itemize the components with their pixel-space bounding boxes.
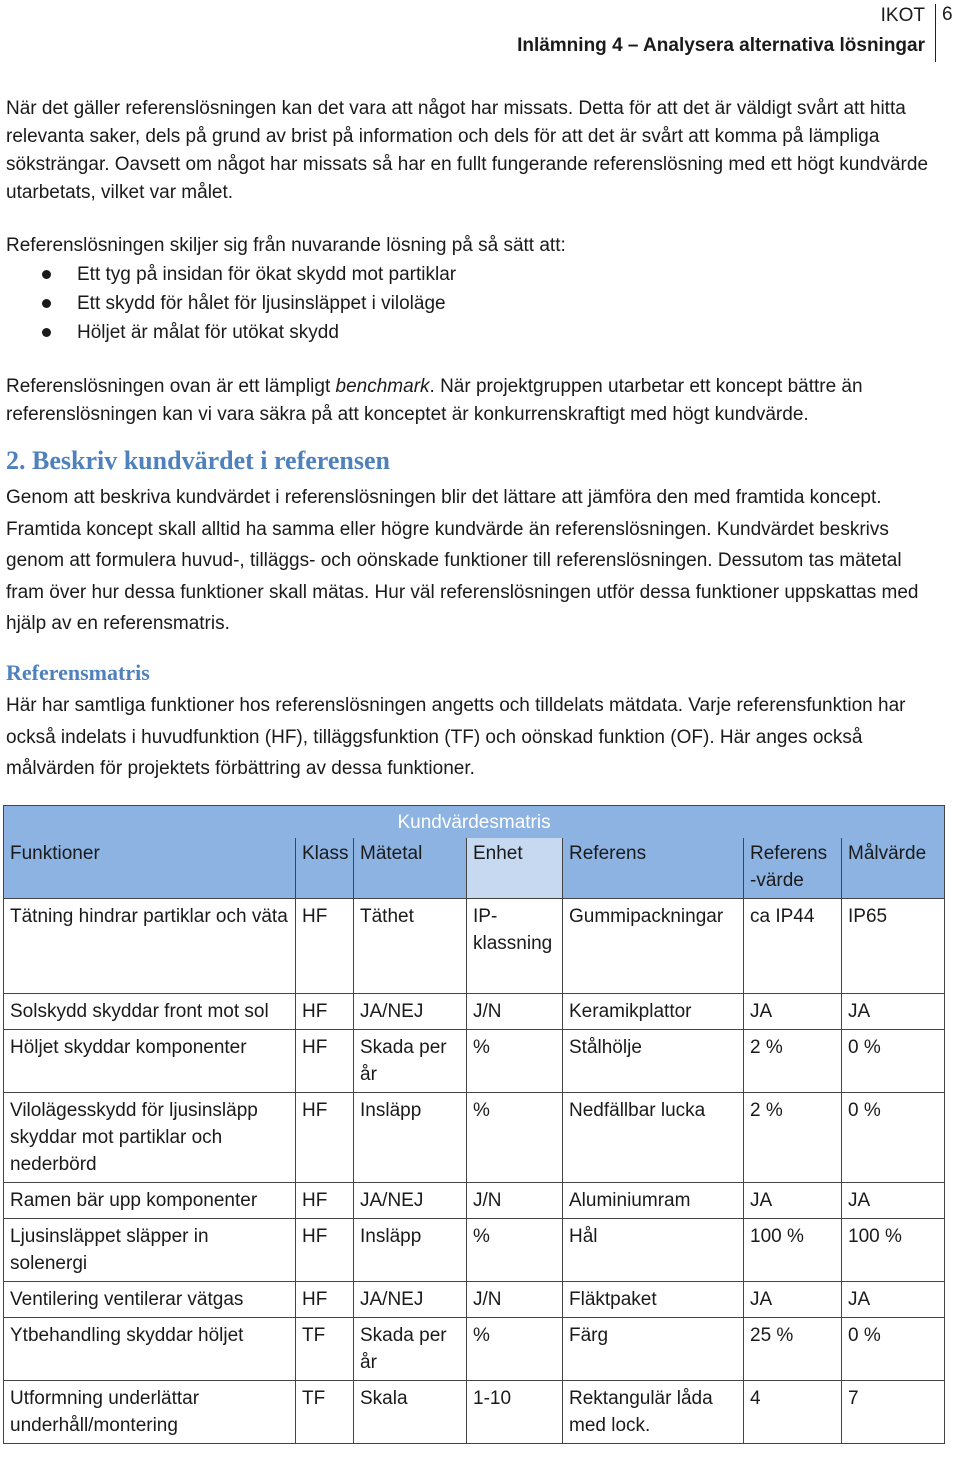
table-cell: ca IP44 (744, 899, 842, 994)
column-header: Målvärde (842, 838, 945, 899)
list-item (0, 289, 935, 318)
table-cell: Ljusinsläppet släpper in solenergi (4, 1219, 296, 1282)
table-cell: 2 % (744, 1093, 842, 1183)
table-cell: JA (842, 1183, 945, 1219)
table-cell: Ventilering ventilerar vätgas (4, 1282, 296, 1318)
table-cell: IP-klassning (467, 899, 563, 994)
column-header: Funktioner (4, 838, 296, 899)
list-item (0, 318, 935, 347)
bullet-icon (42, 299, 51, 308)
table-cell: Fläktpaket (563, 1282, 744, 1318)
paragraph3-text-start: Referenslösningen ovan är ett lämpligt (6, 376, 336, 397)
column-header: Referens (563, 838, 744, 899)
column-header: Klass (296, 838, 354, 899)
table-cell: HF (296, 1183, 354, 1219)
table-cell: 0 % (842, 1030, 945, 1093)
list-item-text: Ett skydd för hålet för ljusinsläppet i viloläge (77, 293, 446, 314)
matrix-title-row (4, 806, 945, 839)
customer-value-matrix (3, 805, 945, 1444)
table-cell: % (467, 1318, 563, 1381)
table-cell: Aluminiumram (563, 1183, 744, 1219)
table-cell: Nedfällbar lucka (563, 1093, 744, 1183)
table-cell: Skada per år (354, 1030, 467, 1093)
table-cell: J/N (467, 1183, 563, 1219)
table-cell: 0 % (842, 1318, 945, 1381)
column-header: Enhet (467, 838, 563, 899)
table-cell: Solskydd skyddar front mot sol (4, 994, 296, 1030)
header-divider (935, 4, 936, 62)
header-title: Inlämning 4 – Analysera alternativa lösningar (517, 35, 925, 56)
section-heading: 2. Beskriv kundvärdet i referensen (6, 446, 390, 475)
table-cell: JA (744, 994, 842, 1030)
table-cell: Keramikplattor (563, 994, 744, 1030)
table-cell: % (467, 1093, 563, 1183)
page-header (0, 0, 960, 66)
table-cell: HF (296, 1219, 354, 1282)
bullet-icon (42, 270, 51, 279)
table-cell: Färg (563, 1318, 744, 1381)
table-row (4, 994, 945, 1030)
table-row (4, 1282, 945, 1318)
table-cell: HF (296, 1093, 354, 1183)
table-cell: Vilolägesskydd för ljusinsläpp skyddar mot partiklar och nederbörd (4, 1093, 296, 1183)
table-cell: Insläpp (354, 1219, 467, 1282)
table-cell: Stålhölje (563, 1030, 744, 1093)
matrix-title: Kundvärdesmatris (4, 806, 945, 839)
table-cell: HF (296, 994, 354, 1030)
paragraph3-text-end: . När projektgruppen utarbetar ett koncept bättre än referenslösningen kan vi vara säkra på att konceptet är konkurrenskraftigt med högt kundvärde. (6, 376, 863, 425)
header-course: IKOT (880, 5, 925, 26)
table-row (4, 1183, 945, 1219)
table-cell: 4 (744, 1381, 842, 1444)
table-cell: Tätning hindrar partiklar och väta (4, 899, 296, 994)
column-header: Mätetal (354, 838, 467, 899)
table-cell: Insläpp (354, 1093, 467, 1183)
section-paragraph: Genom att beskriva kundvärdet i referenslösningen blir det lättare att jämföra den med framtida koncept. Framtida koncept skall alltid ha samma eller högre kundvärde än referenslösningen. Kundvärdet beskrivs genom att formulera huvud-, tilläggs- och oönskade funktioner till referenslösningen. Dessutom tas mätetal fram över hur dessa funktioner skall mätas. Hur väl referenslösningen utför dessa funktioner uppskattas med hjälp av en referensmatris. (6, 487, 919, 634)
intro-paragraph-2: Referenslösningen skiljer sig från nuvarande lösning på så sätt att: (6, 235, 566, 256)
table-cell: HF (296, 1030, 354, 1093)
table-row (4, 1318, 945, 1381)
table-cell: Hål (563, 1219, 744, 1282)
subsection-paragraph: Här har samtliga funktioner hos referenslösningen angetts och tilldelats mätdata. Varje referensfunktion har också indelats i huvudfunktion (HF), tilläggsfunktion (TF) och oönskad funktion (OF). Här anges också målvärden för projektets förbättring av dessa funktioner. (6, 695, 906, 779)
column-header: Referens -värde (744, 838, 842, 899)
table-row (4, 899, 945, 994)
table-row (4, 1219, 945, 1282)
table-cell: JA (744, 1183, 842, 1219)
list-item-text: Höljet är målat för utökat skydd (77, 322, 339, 343)
table-cell: 0 % (842, 1093, 945, 1183)
table-cell: Gummipackningar (563, 899, 744, 994)
table-cell: Rektangulär låda med lock. (563, 1381, 744, 1444)
table-cell: JA (842, 994, 945, 1030)
table-cell: Ramen bär upp komponenter (4, 1183, 296, 1219)
table-cell: HF (296, 1282, 354, 1318)
table-cell: Höljet skyddar komponenter (4, 1030, 296, 1093)
intro-paragraph-1: När det gäller referenslösningen kan det vara att något har missats. Detta för att det är väldigt svårt att hitta relevanta saker, dels på grund av brist på information och dels för att det är svårt att komma på lämpliga söksträngar. Oavsett om något har missats så har en fullt fungerande referenslösning med ett högt kundvärde utarbetats, vilket var målet. (6, 98, 929, 203)
table-cell: % (467, 1030, 563, 1093)
table-row (4, 1030, 945, 1093)
table-cell: 100 % (842, 1219, 945, 1282)
table-cell: JA/NEJ (354, 994, 467, 1030)
table-cell: JA (842, 1282, 945, 1318)
difference-list (0, 260, 935, 347)
table-cell: 2 % (744, 1030, 842, 1093)
table-cell: Skala (354, 1381, 467, 1444)
table-cell: TF (296, 1381, 354, 1444)
list-item (0, 260, 935, 289)
table-cell: Skada per år (354, 1318, 467, 1381)
table-cell: TF (296, 1318, 354, 1381)
table-cell: 25 % (744, 1318, 842, 1381)
table-cell: Utformning underlättar underhåll/montering (4, 1381, 296, 1444)
table-cell: HF (296, 899, 354, 994)
table-cell: J/N (467, 994, 563, 1030)
bullet-icon (42, 328, 51, 337)
table-cell: JA/NEJ (354, 1183, 467, 1219)
intro-paragraph-3 (6, 373, 941, 429)
benchmark-term: benchmark (335, 376, 430, 397)
matrix-header-row (4, 838, 945, 899)
subsection-heading: Referensmatris (6, 660, 150, 685)
table-cell: 7 (842, 1381, 945, 1444)
table-cell: 100 % (744, 1219, 842, 1282)
table-cell: J/N (467, 1282, 563, 1318)
table-cell: 1-10 (467, 1381, 563, 1444)
table-cell: Täthet (354, 899, 467, 994)
table-row (4, 1093, 945, 1183)
list-item-text: Ett tyg på insidan för ökat skydd mot partiklar (77, 264, 457, 285)
table-cell: JA (744, 1282, 842, 1318)
table-cell: % (467, 1219, 563, 1282)
page-number: 6 (942, 4, 953, 25)
table-cell: JA/NEJ (354, 1282, 467, 1318)
table-cell: Ytbehandling skyddar höljet (4, 1318, 296, 1381)
table-cell: IP65 (842, 899, 945, 994)
table-row (4, 1381, 945, 1444)
